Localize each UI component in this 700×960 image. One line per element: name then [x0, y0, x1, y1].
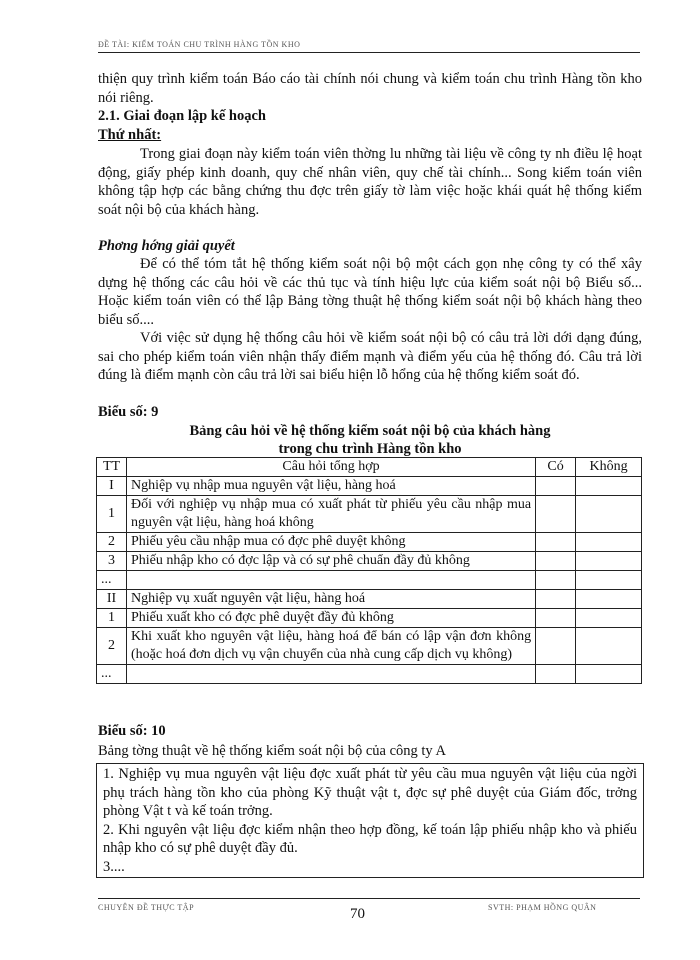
yes-cell — [536, 552, 576, 571]
solution-heading: Phơng hớng giải quyết — [98, 238, 235, 254]
table-row — [97, 533, 642, 552]
no-cell — [576, 496, 642, 533]
row-question: Nghiệp vụ nhập mua nguyên vật liệu, hàng hoá — [126, 477, 535, 496]
col-header-question: Câu hỏi tổng hợp — [126, 458, 535, 477]
header-rule — [98, 52, 640, 53]
row-question: Đối với nghiệp vụ nhập mua có xuất phát từ phiếu yêu cầu nhập mua nguyên vật liệu, hàng hoá không — [126, 496, 535, 533]
row-no: 1 — [97, 609, 127, 628]
row-question — [126, 665, 535, 684]
col-header-no: TT — [97, 458, 127, 477]
table-row — [97, 628, 642, 665]
row-question: Phiếu xuất kho có đợc phê duyệt đầy đủ không — [126, 609, 535, 628]
row-no: ... — [97, 665, 127, 684]
page-number: 70 — [350, 906, 365, 922]
row-question: Phiếu nhập kho có đợc lập và có sự phê chuẩn đầy đủ không — [126, 552, 535, 571]
row-no: 2 — [97, 628, 127, 665]
table-row — [97, 496, 642, 533]
row-question — [126, 571, 535, 590]
running-header: ĐỀ TÀI: KIỂM TOÁN CHU TRÌNH HÀNG TỒN KHO — [98, 40, 301, 49]
row-question: Khi xuất kho nguyên vật liệu, hàng hoá để bán có lập vận đơn không (hoặc hoá đơn dịch vụ vận chuyển của nhà cung cấp dịch vụ không) — [126, 628, 535, 665]
table-row — [97, 590, 642, 609]
section-heading: 2.1. Giai đoạn lập kế hoạch — [98, 108, 266, 124]
yes-cell — [536, 533, 576, 552]
table9-label: Biểu số: 9 — [98, 404, 159, 420]
footer-right: SVTH: PHẠM HỒNG QUÂN — [488, 903, 597, 912]
yes-cell — [536, 590, 576, 609]
no-cell — [576, 628, 642, 665]
table-row — [97, 665, 642, 684]
row-no: 3 — [97, 552, 127, 571]
table-row — [97, 477, 642, 496]
no-cell — [576, 571, 642, 590]
yes-cell — [536, 609, 576, 628]
table9-title-line2: trong chu trình Hàng tồn kho — [278, 441, 462, 457]
row-no: 1 — [97, 496, 127, 533]
row-question: Phiếu yêu cầu nhập mua có đợc phê duyệt không — [126, 533, 535, 552]
paragraph-planning: Trong giai đoạn này kiểm toán viên thờng lu những tài liệu về công ty nh điều lệ hoạt động, giấy phép kinh doanh, quy chế nhân viên, quy chế tài chính... Song kiểm toán viên không tập hợp các bằng chứng thu đợc trên giấy tờ làm việc hoặc khái quát hệ thống kiểm soát nội bộ của khách hàng. — [98, 146, 642, 218]
no-cell — [576, 609, 642, 628]
subheading-first: Thứ nhất: — [98, 127, 162, 143]
yes-cell — [536, 571, 576, 590]
row-no: ... — [97, 571, 127, 590]
solution-paragraph-1: Để có thể tóm tắt hệ thống kiểm soát nội bộ một cách gọn nhẹ công ty có thể xây dựng hệ thống các câu hỏi về các thủ tục và tính hiệu lực của kiểm soát nội bộ Biểu số... Hoặc kiểm toán viên có thể lập Bảng tờng thuật hệ thống kiểm soát nội bộ khách hàng theo biểu số.... — [98, 256, 642, 328]
table-row — [97, 609, 642, 628]
solution-paragraph-2: Với việc sử dụng hệ thống câu hỏi về kiểm soát nội bộ có câu trả lời dới dạng đúng, sai cho phép kiểm toán viên nhận thấy điểm mạnh và điểm yếu của hệ thống đó. Câu trả lời đúng là điểm mạnh còn câu trả lời sai biểu hiện lỗ hổng của hệ thống kiểm soát đó. — [98, 330, 642, 383]
no-cell — [576, 590, 642, 609]
intro-paragraph: thiện quy trình kiểm toán Báo cáo tài chính nói chung và kiểm toán chu trình Hàng tồn kho nói riêng. — [98, 71, 642, 106]
footer-rule — [98, 898, 640, 899]
table9-title-line1: Bảng câu hỏi về hệ thống kiểm soát nội bộ của khách hàng — [189, 423, 551, 439]
narrative-item-2: 2. Khi nguyên vật liệu đợc kiểm nhận theo hợp đồng, kế toán lập phiếu nhập kho và phiếu nhập kho có sự phê duyệt đầy đủ. — [103, 821, 637, 856]
narrative-box — [96, 763, 644, 878]
row-no: II — [97, 590, 127, 609]
col-header-yes: Có — [536, 458, 576, 477]
row-question: Nghiệp vụ xuất nguyên vật liệu, hàng hoá — [126, 590, 535, 609]
table-row — [97, 571, 642, 590]
table10-label: Biểu số: 10 — [98, 723, 166, 739]
no-cell — [576, 552, 642, 571]
footer-left: CHUYÊN ĐỀ THỰC TẬP — [98, 903, 195, 912]
yes-cell — [536, 628, 576, 665]
no-cell — [576, 533, 642, 552]
yes-cell — [536, 496, 576, 533]
table-row — [97, 552, 642, 571]
no-cell — [576, 665, 642, 684]
narrative-item-1: 1. Nghiệp vụ mua nguyên vật liệu đợc xuất phát từ yêu cầu mua nguyên vật liệu của ngời phụ trách hàng tồn kho của phòng Kỹ thuật vật t, đợc sự phê duyệt của Giám đốc, trởng phòng Vật t và kế toán trởng. — [103, 766, 637, 819]
table10-title: Bảng tờng thuật về hệ thống kiểm soát nội bộ của công ty A — [98, 743, 446, 759]
row-no: I — [97, 477, 127, 496]
narrative-item-3: 3.... — [103, 858, 125, 875]
col-header-no-answer: Không — [576, 458, 642, 477]
yes-cell — [536, 665, 576, 684]
row-no: 2 — [97, 533, 127, 552]
questionnaire-table — [96, 457, 642, 684]
no-cell — [576, 477, 642, 496]
table-header-row — [97, 458, 642, 477]
yes-cell — [536, 477, 576, 496]
